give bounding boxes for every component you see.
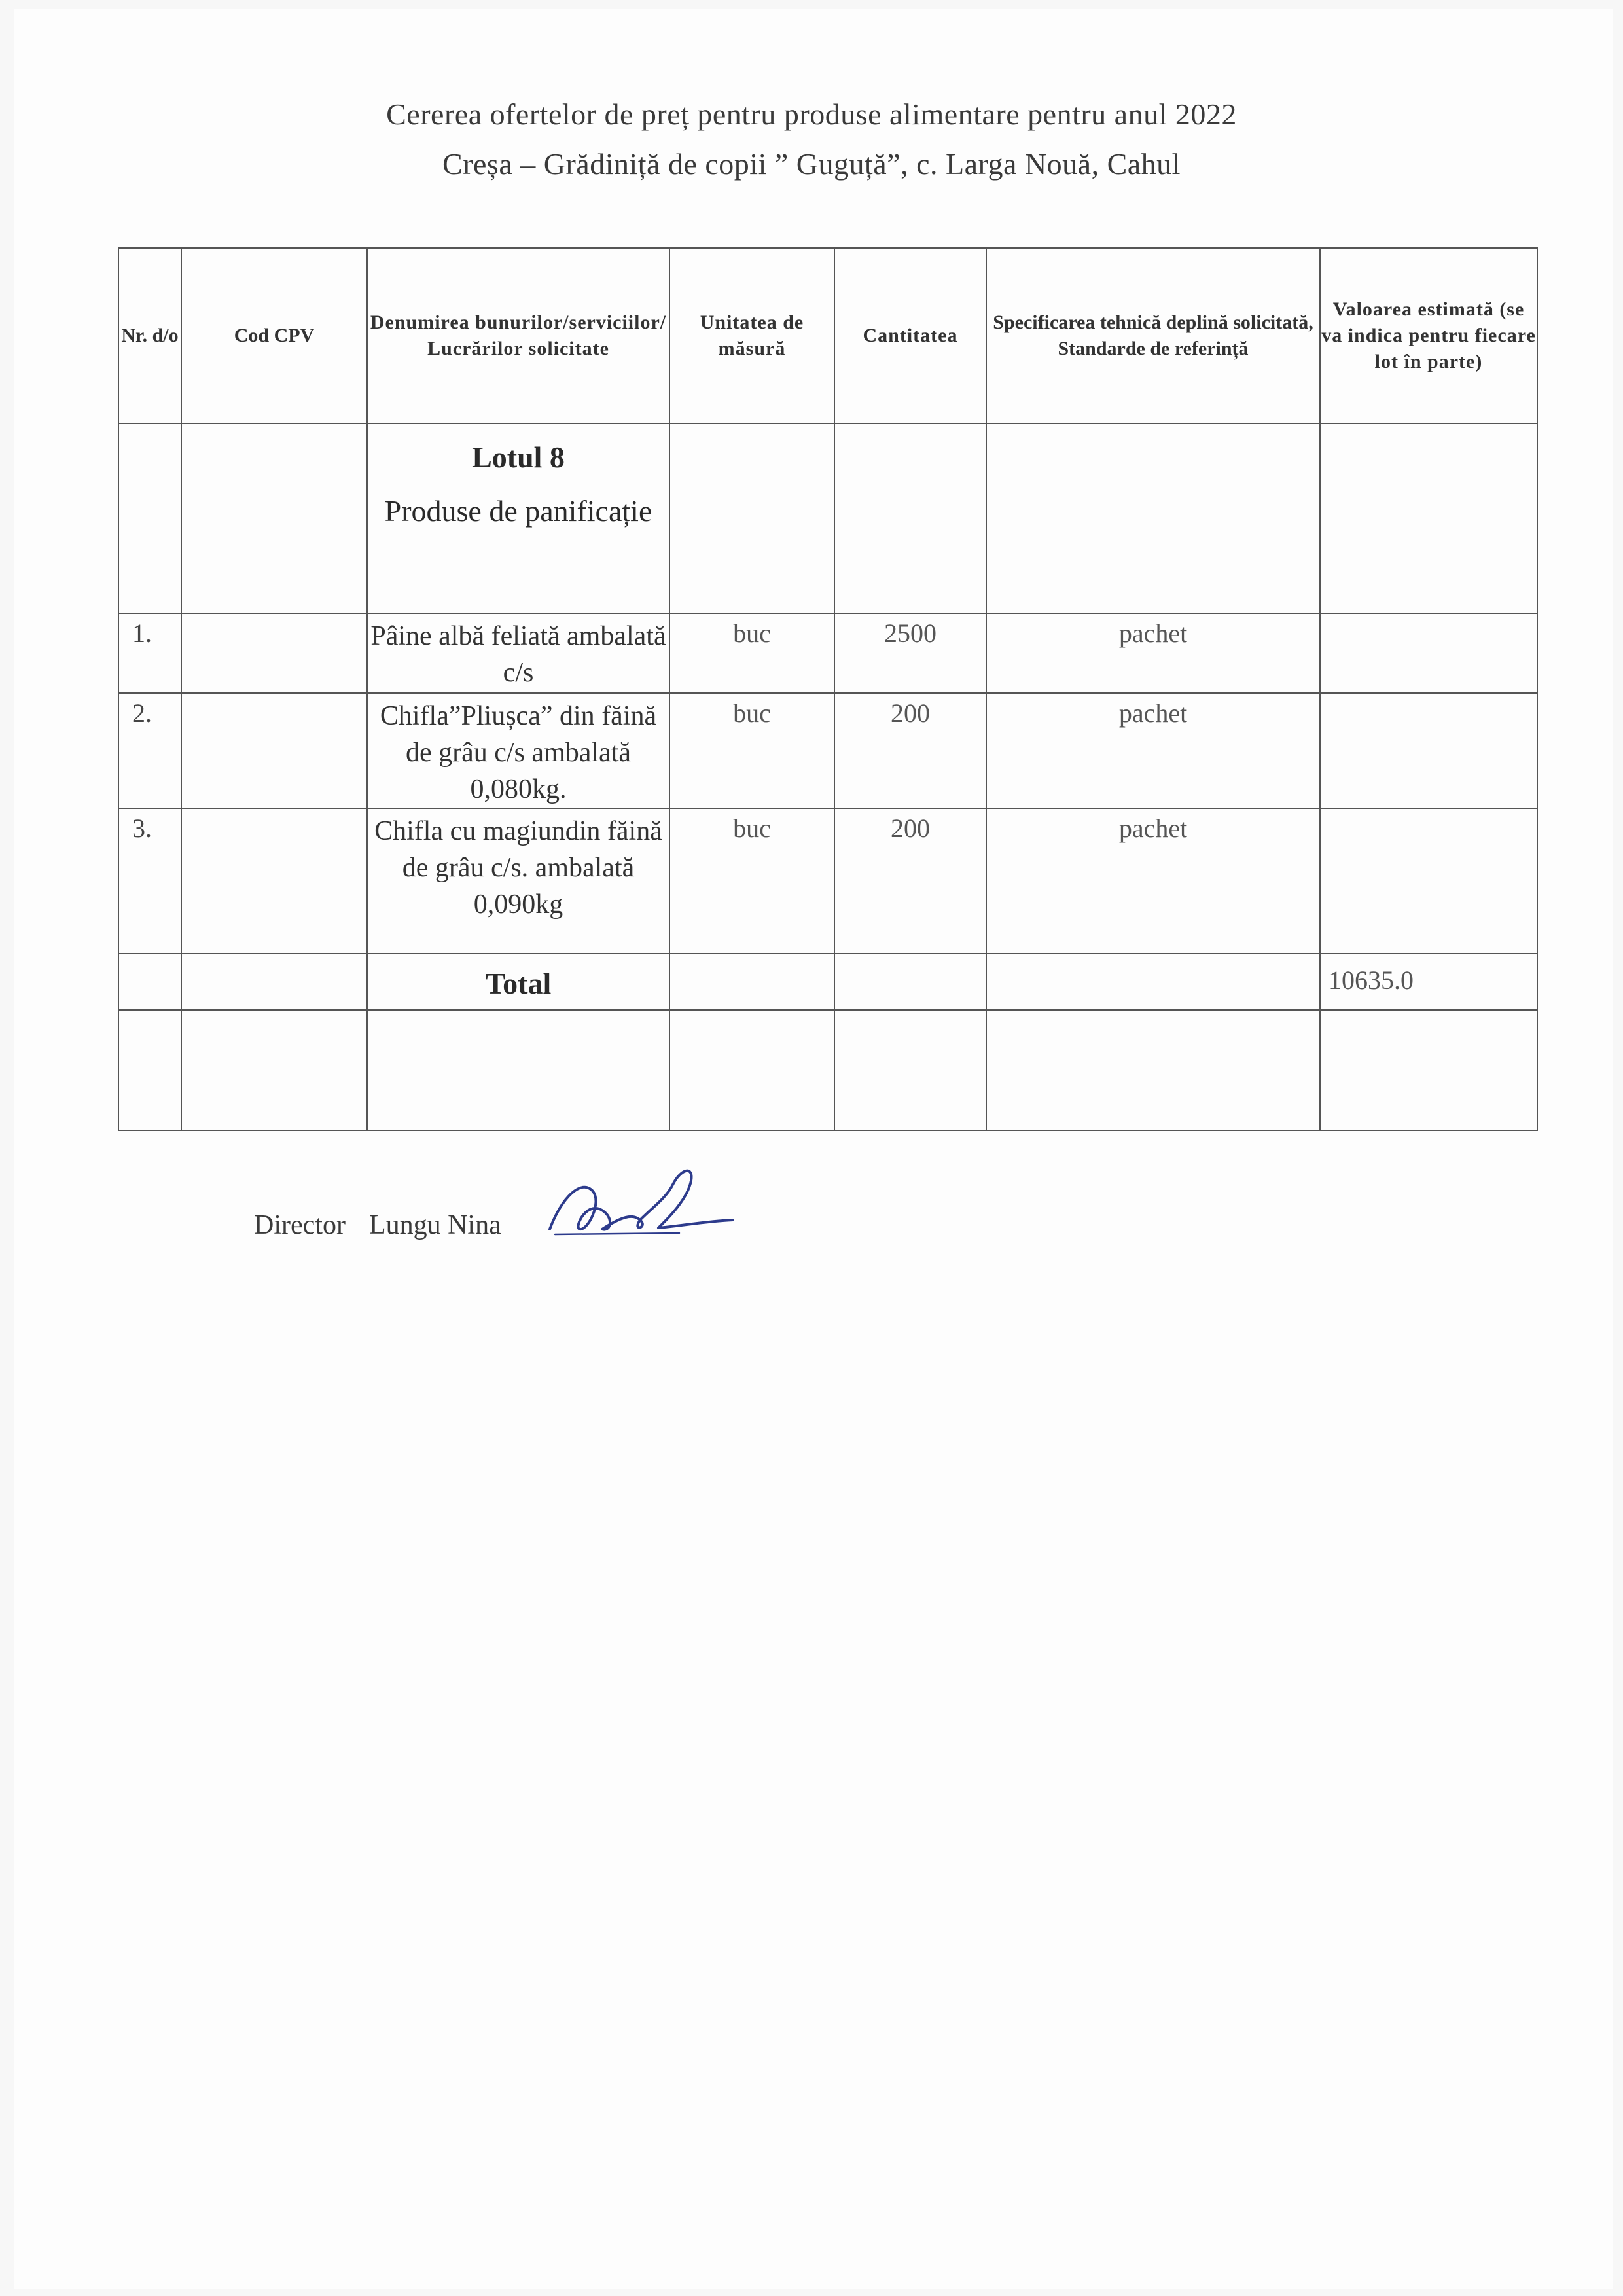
row-name: Chifla cu magiundin făină de grâu c/s. ambalată 0,090kg — [374, 816, 662, 920]
total-row — [118, 954, 1537, 1010]
row-unit: buc — [733, 814, 771, 843]
row-cpv — [182, 809, 366, 813]
row-nr: 3. — [132, 814, 152, 843]
cell — [669, 954, 834, 1010]
lot-row — [118, 423, 1537, 613]
lot-subtitle: Produse de panificație — [384, 494, 652, 528]
cell — [669, 423, 834, 613]
document-subtitle: Creșa – Grădiniță de copii ” Guguță”, c. Larga Nouă, Cahul — [442, 147, 1181, 181]
total-label: Total — [485, 967, 552, 1000]
row-nr: 2. — [132, 698, 152, 728]
signatory-name: Lungu Nina — [368, 1210, 501, 1240]
cell — [181, 423, 367, 613]
cell — [986, 423, 1320, 613]
lot-title: Lotul 8 — [472, 440, 565, 474]
row-unit: buc — [733, 698, 771, 728]
table-row — [118, 693, 1537, 808]
document-title: Cererea ofertelor de preț pentru produse alimentare pentru anul 2022 — [386, 98, 1237, 131]
cell — [1320, 423, 1537, 613]
header-nr: Nr. d/o — [118, 248, 181, 423]
empty-row — [118, 1010, 1537, 1130]
signature-line — [254, 1210, 525, 1241]
header-name: Denumirea bunurilor/serviciilor/ Lucrărilor solicitate — [367, 248, 669, 423]
row-spec: pachet — [1118, 698, 1188, 728]
header-cpv: Cod CPV — [181, 248, 367, 423]
row-value — [1321, 694, 1537, 698]
row-name: Pâine albă feliată ambalată c/s — [370, 621, 666, 688]
row-cpv — [182, 694, 366, 698]
row-quantity: 200 — [891, 698, 930, 728]
row-quantity: 2500 — [884, 619, 936, 648]
table-row — [118, 808, 1537, 954]
row-nr: 1. — [132, 619, 152, 648]
cell — [367, 1010, 669, 1130]
cell — [118, 1010, 181, 1130]
header-value: Valoarea estimată (se va indica pentru fiecare lot în parte) — [1320, 248, 1537, 423]
header-unit: Unitatea de măsură — [669, 248, 834, 423]
header-quantity: Cantitatea — [834, 248, 986, 423]
header-spec: Specificarea tehnică deplină solicitată, Standarde de referință — [986, 248, 1320, 423]
cell — [118, 954, 181, 1010]
cell — [834, 954, 986, 1010]
row-spec: pachet — [1118, 814, 1188, 843]
cell — [1320, 1010, 1537, 1130]
row-quantity: 200 — [891, 814, 930, 843]
price-offer-table — [118, 247, 1538, 1131]
row-cpv — [182, 614, 366, 618]
row-value — [1321, 614, 1537, 618]
row-value — [1321, 809, 1537, 813]
row-spec: pachet — [1118, 619, 1188, 648]
signatory-role: Director — [254, 1210, 346, 1240]
cell — [986, 954, 1320, 1010]
cell — [834, 423, 986, 613]
row-unit: buc — [733, 619, 771, 648]
table-row — [118, 613, 1537, 693]
cell — [181, 1010, 367, 1130]
handwritten-signature — [542, 1152, 738, 1257]
row-name: Chifla”Pliușca” din făină de grâu c/s ambalată 0,080kg. — [380, 701, 657, 804]
cell — [986, 1010, 1320, 1130]
cell — [834, 1010, 986, 1130]
cell — [118, 423, 181, 613]
lot-cell — [367, 423, 669, 613]
total-value: 10635.0 — [1329, 965, 1414, 995]
cell — [669, 1010, 834, 1130]
cell — [181, 954, 367, 1010]
table-header-row — [118, 248, 1537, 423]
